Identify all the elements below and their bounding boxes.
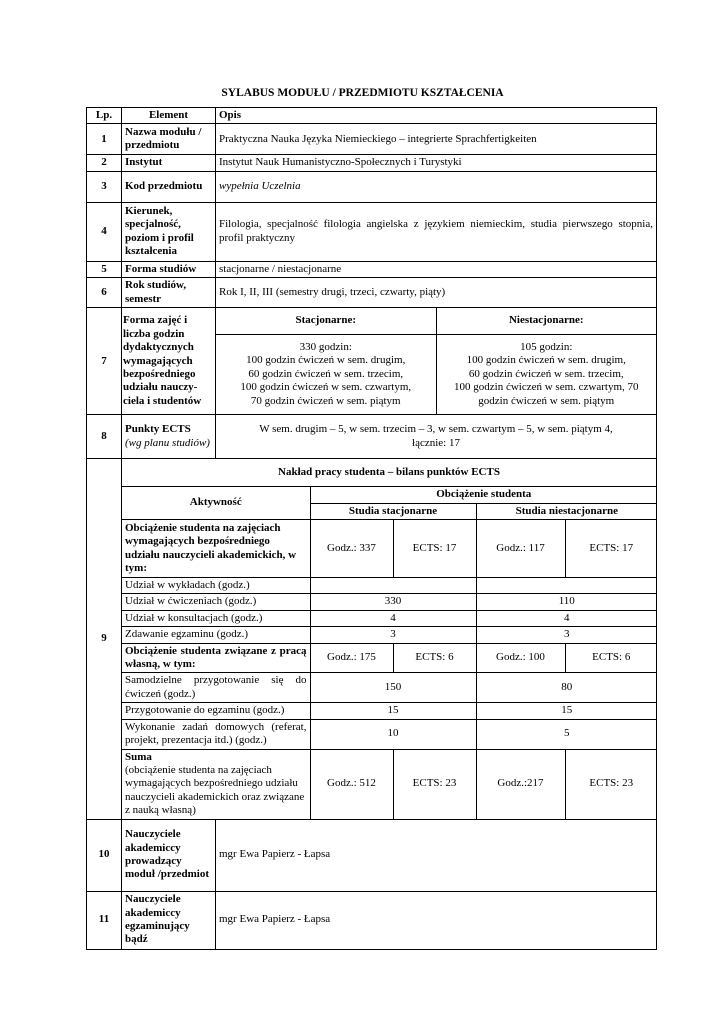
row-opis: wypełnia Uczelnia	[216, 171, 657, 202]
table-row	[87, 155, 657, 171]
table-row	[87, 202, 657, 261]
stacjonarne-header: Stacjonarne:	[216, 308, 436, 334]
item-label: Udział w konsultacjach (godz.)	[122, 610, 310, 626]
suma-value: ECTS: 23	[393, 749, 476, 819]
item-value: 4	[310, 610, 476, 626]
item-value: 3	[310, 627, 476, 643]
suma-value: ECTS: 23	[565, 749, 657, 819]
table-row	[87, 171, 657, 202]
header-element: Element	[122, 108, 216, 124]
item-value: 15	[310, 703, 476, 719]
hours-line: 100 godzin ćwiczeń w sem. drugim,	[466, 354, 626, 367]
row-number: 8	[87, 415, 122, 459]
row-element: Kierunek, specjalność, poziom i profil kształcenia	[122, 202, 216, 261]
syllabus-table	[86, 107, 657, 950]
group-value: ECTS: 6	[565, 643, 657, 673]
group-label: Obciążenie studenta na zajęciach wymagających bezpośredniego udziału nauczycieli akademickich, w tym:	[122, 520, 310, 578]
hours-line: 100 godzin ćwiczeń w sem. drugim,	[246, 354, 406, 367]
row-element: Nauczyciele akademiccy prowadzący moduł /przedmiot	[122, 819, 216, 891]
hours-line: 60 godzin ćwiczeń w sem. trzecim,	[468, 367, 624, 380]
row-opis: mgr Ewa Papierz - Łapsa	[216, 891, 657, 949]
table-row	[87, 819, 657, 891]
row-element	[122, 415, 216, 459]
item-label: Wykonanie zadań domowych (referat, projekt, prezentacja itd.) (godz.)	[122, 719, 310, 749]
table-row	[87, 124, 657, 155]
item-label: Zdawanie egzaminu (godz.)	[122, 627, 310, 643]
row-number: 4	[87, 202, 122, 261]
item-value: 4	[476, 610, 657, 626]
hours-line: 60 godzin ćwiczeń w sem. trzecim,	[248, 367, 404, 380]
hours-line: godzin ćwiczeń w sem. piątym	[478, 394, 615, 407]
table-row	[87, 278, 657, 308]
suma-value: Godz.:217	[476, 749, 565, 819]
row-number: 10	[87, 819, 122, 891]
hours-table	[216, 308, 656, 414]
table-row	[87, 487, 657, 819]
table-row	[87, 891, 657, 949]
row-opis: mgr Ewa Papierz - Łapsa	[216, 819, 657, 891]
row-opis	[216, 415, 657, 459]
studia-niestacjonarne-header: Studia niestacjonarne	[476, 503, 657, 519]
group-label: Obciążenie studenta związane z pracą własną, w tym:	[122, 643, 310, 673]
item-label: Samodzielne przygotowanie się do ćwiczeń (godz.)	[122, 673, 310, 703]
row-element: Nauczyciele akademiccy egzaminujący bądź	[122, 891, 216, 949]
table-row	[87, 308, 657, 415]
aktywnosc-header: Aktywność	[122, 487, 310, 519]
item-value: 330	[310, 594, 476, 610]
row-opis: Instytut Nauk Humanistyczno-Społecznych i Turystyki	[216, 155, 657, 171]
row-number: 9	[87, 459, 122, 819]
niestacjonarne-header: Niestacjonarne:	[436, 308, 656, 334]
item-value: 110	[476, 594, 657, 610]
hours-line: 330 godzin:	[299, 340, 352, 353]
row-opis: Filologia, specjalność filologia angielska z językiem niemieckim, studia pierwszego stopnia, profil praktyczny	[216, 202, 657, 261]
ects-label: Punkty ECTS	[125, 423, 191, 436]
item-value: 15	[476, 703, 657, 719]
row-element: Rok studiów, semestr	[122, 278, 216, 308]
row-element: Instytut	[122, 155, 216, 171]
item-value: 10	[310, 719, 476, 749]
row-number: 11	[87, 891, 122, 949]
group-value: Godz.: 175	[310, 643, 393, 673]
group-value: Godz.: 100	[476, 643, 565, 673]
suma-label: Suma	[125, 750, 152, 763]
row-number: 2	[87, 155, 122, 171]
row-number: 3	[87, 171, 122, 202]
hours-line: 100 godzin ćwiczeń w sem. czwartym,	[240, 381, 412, 394]
row-opis: Praktyczna Nauka Języka Niemieckiego – integrierte Sprachfertigkeiten	[216, 124, 657, 155]
row-element: Forma zajęć i liczba godzin dydaktycznych wymagających bezpośredniego udziału nauczy-ciela i studentów	[122, 308, 216, 415]
item-value: 3	[476, 627, 657, 643]
hours-line: 105 godzin:	[520, 340, 573, 353]
group-value: Godz.: 117	[476, 520, 565, 578]
row-element: Forma studiów	[122, 261, 216, 277]
table-row	[87, 415, 657, 459]
ects-line: W sem. drugim – 5, w sem. trzecim – 3, w sem. czwartym – 5, w sem. piątym 4,	[259, 423, 613, 436]
header-opis: Opis	[216, 108, 657, 124]
row-element: Nazwa modułu / przedmiotu	[122, 124, 216, 155]
item-label: Przygotowanie do egzaminu (godz.)	[122, 703, 310, 719]
row-opis: stacjonarne / niestacjonarne	[216, 261, 657, 277]
suma-cell	[122, 749, 310, 819]
studia-stacjonarne-header: Studia stacjonarne	[310, 503, 476, 519]
niestacjonarne-hours	[436, 334, 656, 414]
header-lp: Lp.	[87, 108, 122, 124]
item-value	[476, 578, 657, 594]
item-value: 80	[476, 673, 657, 703]
row-number: 6	[87, 278, 122, 308]
group-value: ECTS: 6	[393, 643, 476, 673]
ects-note: (wg planu studiów)	[125, 436, 210, 449]
item-value: 150	[310, 673, 476, 703]
obciazenie-header: Obciążenie studenta	[310, 487, 657, 503]
group-value: Godz.: 337	[310, 520, 393, 578]
suma-value: Godz.: 512	[310, 749, 393, 819]
item-value	[310, 578, 476, 594]
row-opis: Rok I, II, III (semestry drugi, trzeci, czwarty, piąty)	[216, 278, 657, 308]
row-number: 7	[87, 308, 122, 415]
group-value: ECTS: 17	[393, 520, 476, 578]
page-title: SYLABUS MODUŁU / PRZEDMIOTU KSZTAŁCENIA	[221, 87, 504, 99]
table-row	[87, 459, 657, 487]
workload-table	[122, 487, 657, 818]
hours-line: 100 godzin ćwiczeń w sem. czwartym, 70	[454, 381, 639, 394]
item-label: Udział w wykładach (godz.)	[122, 578, 310, 594]
hours-line: 70 godzin ćwiczeń w sem. piątym	[250, 394, 401, 407]
row-number: 1	[87, 124, 122, 155]
row-number: 5	[87, 261, 122, 277]
header-row	[87, 108, 657, 124]
suma-description: (obciążenie studenta na zajęciach wymagających bezpośredniego udziału nauczycieli akademickich oraz związane z nauką własną)	[125, 763, 305, 817]
workload-cell	[122, 487, 657, 819]
workload-heading: Nakład pracy studenta – bilans punktów ECTS	[122, 459, 657, 487]
table-row	[87, 261, 657, 277]
ects-line: łącznie: 17	[412, 436, 460, 449]
item-value: 5	[476, 719, 657, 749]
row-element: Kod przedmiotu	[122, 171, 216, 202]
item-label: Udział w ćwiczeniach (godz.)	[122, 594, 310, 610]
stacjonarne-hours	[216, 334, 436, 414]
row-opis	[216, 308, 657, 415]
group-value: ECTS: 17	[565, 520, 657, 578]
